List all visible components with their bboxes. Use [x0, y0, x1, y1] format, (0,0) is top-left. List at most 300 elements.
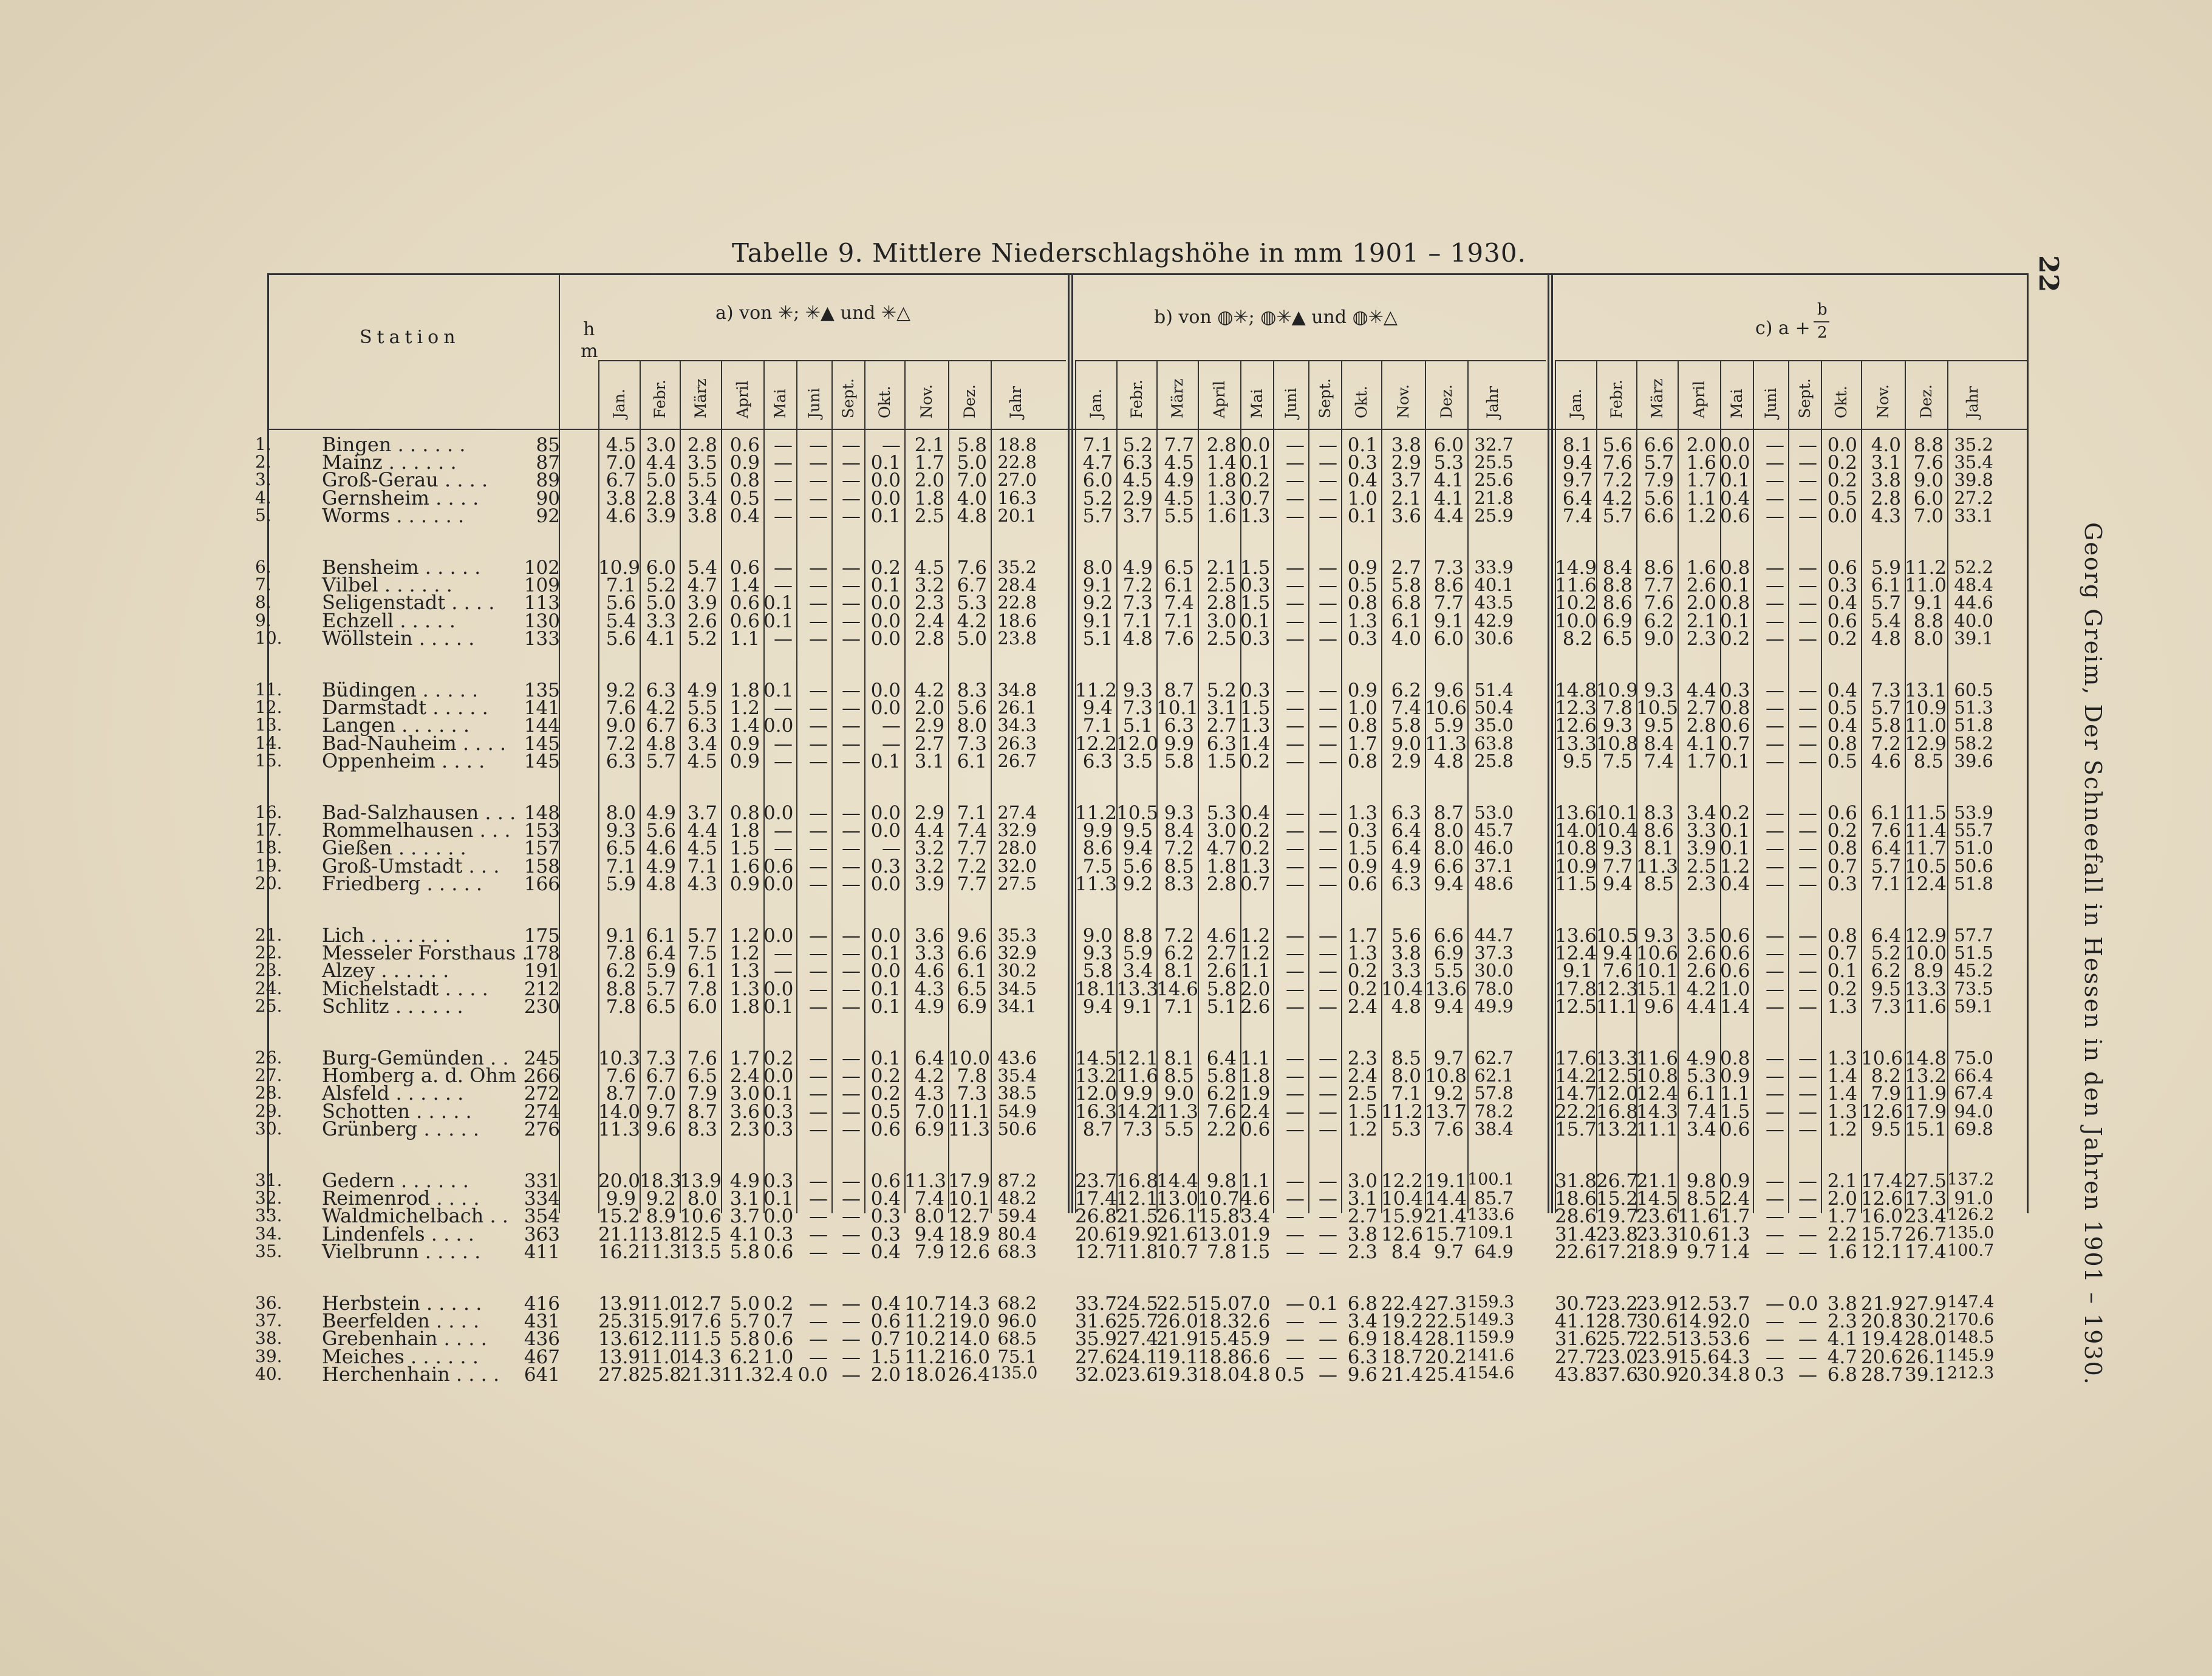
cell-b-febr: 9.3	[1122, 680, 1153, 701]
cell-b-mai: 1.4	[1240, 732, 1271, 755]
cell-a-dez: 6.5	[957, 978, 987, 1000]
cell-c-jan: 9.4	[1562, 452, 1592, 474]
cell-a-okt: 0.6	[870, 1118, 901, 1140]
station-number: 30.	[255, 1118, 282, 1139]
cell-b-märz: 7.2	[1164, 925, 1194, 947]
cell-c-sept: —	[1798, 925, 1817, 947]
station-elevation: 90	[536, 487, 560, 509]
cell-a-nov: 2.5	[914, 505, 944, 527]
cell-c-jahr: 51.3	[1954, 697, 1993, 718]
cell-a-dez: 4.8	[957, 505, 987, 527]
table-row	[255, 696, 2029, 720]
cell-b-dez: 6.6	[1433, 925, 1464, 947]
station-name: Langen . . . . . .	[322, 714, 470, 737]
cell-c-okt: 2.1	[1827, 1170, 1857, 1192]
cell-b-okt: 1.5	[1347, 1100, 1377, 1123]
cell-b-jan: 4.7	[1082, 452, 1113, 474]
cell-b-mai: 1.9	[1240, 1083, 1271, 1105]
cell-b-juni: —	[1286, 1170, 1305, 1192]
cell-b-dez: 27.3	[1425, 1293, 1467, 1315]
cell-b-dez: 9.4	[1433, 873, 1464, 895]
cell-c-juni: —	[1766, 1310, 1784, 1333]
cell-a-okt: 0.0	[870, 802, 901, 824]
cell-b-jahr: 25.9	[1474, 505, 1514, 526]
cell-c-jahr: 91.0	[1954, 1188, 1993, 1209]
cell-b-april: 3.1	[1206, 697, 1237, 720]
cell-b-mai: 0.2	[1240, 837, 1271, 860]
cell-c-juni: —	[1766, 434, 1784, 456]
cell-b-dez: 8.0	[1433, 820, 1464, 842]
cell-a-okt: 0.4	[870, 1293, 901, 1315]
cell-a-jahr: 26.3	[997, 732, 1037, 754]
cell-b-sept: —	[1319, 995, 1337, 1018]
cell-a-juni: —	[809, 873, 828, 895]
cell-c-nov: 6.4	[1871, 925, 1901, 947]
cell-a-april: 0.6	[729, 592, 760, 615]
cell-b-sept: —	[1319, 680, 1337, 701]
cell-c-jahr: 40.0	[1954, 610, 1993, 631]
cell-b-febr: 6.3	[1122, 452, 1153, 474]
month-header-b-5: Juni	[1282, 387, 1300, 418]
cell-c-febr: 8.6	[1602, 592, 1633, 615]
cell-b-april: 3.0	[1206, 820, 1237, 842]
cell-b-sept: —	[1319, 837, 1337, 860]
cell-a-nov: 6.4	[914, 1048, 944, 1069]
cell-b-okt: 1.3	[1347, 802, 1377, 824]
cell-c-mai: 0.1	[1720, 750, 1750, 772]
cell-c-sept: —	[1798, 592, 1817, 615]
cell-c-nov: 20.6	[1861, 1346, 1903, 1368]
month-header-b-4: Mai	[1248, 389, 1266, 418]
cell-b-märz: 19.1	[1156, 1346, 1199, 1368]
cell-b-mai: 0.3	[1240, 627, 1271, 650]
cell-a-nov: 1.7	[914, 452, 944, 474]
cell-a-nov: 2.3	[914, 592, 944, 615]
cell-a-sept: —	[842, 978, 861, 1000]
cell-c-juni: —	[1766, 1328, 1784, 1351]
cell-a-jahr: 35.4	[997, 1065, 1037, 1086]
cell-b-febr: 10.5	[1116, 802, 1159, 824]
cell-c-märz: 9.0	[1644, 627, 1674, 650]
cell-a-jan: 8.7	[606, 1083, 636, 1105]
cell-a-mai: 0.6	[763, 1241, 794, 1263]
cell-b-dez: 10.8	[1425, 1065, 1467, 1088]
cell-c-jan: 14.2	[1555, 1065, 1597, 1088]
cell-c-april: 3.4	[1686, 802, 1716, 824]
cell-a-mai: 0.3	[763, 1170, 794, 1192]
cell-b-märz: 8.3	[1164, 873, 1194, 895]
table-row	[255, 1327, 2029, 1351]
cell-a-mai: —	[774, 732, 793, 755]
cell-c-febr: 4.2	[1602, 487, 1633, 509]
cell-b-sept: —	[1319, 592, 1337, 615]
cell-c-juni: —	[1766, 750, 1784, 772]
cell-c-jan: 10.0	[1555, 610, 1597, 632]
cell-b-april: 18.8	[1198, 1346, 1240, 1368]
cell-c-dez: 12.4	[1905, 873, 1947, 895]
cell-b-febr: 11.8	[1116, 1241, 1159, 1263]
cell-b-sept: —	[1319, 505, 1337, 527]
cell-a-märz: 7.9	[687, 1083, 717, 1105]
cell-a-juni: —	[809, 592, 828, 615]
cell-c-jan: 31.6	[1555, 1328, 1597, 1351]
cell-c-mai: 1.7	[1720, 1205, 1750, 1228]
cell-a-jan: 7.0	[606, 452, 636, 474]
cell-c-mai: 0.6	[1720, 942, 1750, 965]
cell-c-jahr: 39.8	[1954, 469, 1993, 491]
cell-a-april: 2.4	[729, 1065, 760, 1088]
cell-b-febr: 27.4	[1116, 1328, 1159, 1351]
cell-a-märz: 3.8	[687, 505, 717, 527]
cell-b-sept: —	[1319, 802, 1337, 824]
cell-c-jan: 15.7	[1555, 1118, 1597, 1140]
cell-a-sept: —	[842, 1118, 861, 1140]
cell-c-april: 7.4	[1686, 1100, 1716, 1123]
cell-b-april: 2.2	[1206, 1118, 1237, 1140]
station-number: 11.	[255, 680, 282, 700]
cell-c-mai: 0.0	[1720, 452, 1750, 474]
station-elevation: 641	[524, 1363, 560, 1386]
cell-b-dez: 15.7	[1425, 1223, 1467, 1245]
cell-a-juni: —	[809, 680, 828, 701]
station-number: 39.	[255, 1346, 282, 1366]
cell-b-jahr: 141.6	[1467, 1346, 1515, 1365]
cell-c-märz: 11.1	[1636, 1118, 1679, 1140]
cell-a-dez: 14.3	[948, 1293, 991, 1315]
cell-b-märz: 21.9	[1156, 1328, 1199, 1351]
cell-c-juni: —	[1766, 1170, 1784, 1192]
cell-b-jan: 9.4	[1082, 995, 1113, 1018]
cell-a-april: 5.0	[729, 1293, 760, 1315]
cell-b-mai: 0.7	[1240, 487, 1271, 509]
cell-a-jan: 6.5	[606, 837, 636, 860]
cell-b-sept: —	[1319, 1118, 1337, 1140]
cell-c-jahr: 59.1	[1954, 995, 1993, 1017]
table-row	[255, 1292, 2029, 1315]
station-name: Vielbrunn . . . . .	[322, 1239, 481, 1263]
cell-b-febr: 19.9	[1116, 1223, 1159, 1245]
cell-a-sept: —	[842, 837, 861, 860]
cell-b-sept: —	[1319, 1328, 1337, 1351]
table-row	[255, 591, 2029, 615]
cell-b-jan: 5.8	[1082, 960, 1113, 983]
station-name: Homberg a. d. Ohm .	[322, 1064, 529, 1088]
cell-c-okt: 1.6	[1827, 1241, 1857, 1263]
cell-a-mai: 0.0	[763, 1065, 794, 1088]
cell-a-juni: —	[809, 434, 828, 456]
station-number: 21.	[255, 925, 282, 945]
cell-c-april: 3.3	[1686, 820, 1716, 842]
cell-c-jan: 22.6	[1555, 1241, 1597, 1263]
cell-b-okt: 0.5	[1347, 574, 1377, 597]
cell-b-dez: 8.6	[1433, 574, 1464, 597]
cell-c-febr: 25.7	[1596, 1328, 1639, 1351]
cell-b-mai: 1.3	[1240, 715, 1271, 737]
station-elevation: 157	[524, 837, 560, 860]
cell-b-sept: —	[1319, 820, 1337, 842]
cell-a-juni: —	[809, 697, 828, 720]
cell-c-okt: 0.8	[1827, 732, 1857, 755]
cell-b-mai: 1.9	[1240, 1223, 1271, 1245]
cell-c-juni: —	[1766, 574, 1784, 597]
cell-c-mai: 3.7	[1720, 1293, 1750, 1315]
cell-c-okt: 0.2	[1827, 469, 1857, 492]
month-header-c-5: Juni	[1762, 387, 1780, 418]
cell-a-dez: 26.4	[948, 1363, 991, 1386]
cell-c-sept: —	[1798, 610, 1817, 632]
cell-a-sept: —	[842, 1170, 861, 1192]
station-number: 16.	[255, 802, 282, 822]
table-row	[255, 451, 2029, 474]
cell-a-sept: —	[842, 855, 861, 877]
cell-a-nov: 4.9	[914, 995, 944, 1018]
cell-a-jahr: 48.2	[997, 1188, 1037, 1209]
cell-c-dez: 39.1	[1905, 1363, 1947, 1386]
cell-a-jan: 10.9	[598, 557, 641, 579]
cell-b-febr: 9.9	[1122, 1083, 1153, 1105]
cell-c-jan: 30.7	[1555, 1293, 1597, 1315]
cell-b-okt: 6.3	[1347, 1346, 1377, 1368]
cell-b-mai: 0.1	[1240, 452, 1271, 474]
cell-b-jan: 7.1	[1082, 715, 1113, 737]
cell-b-jahr: 33.9	[1474, 557, 1514, 577]
cell-a-dez: 6.7	[957, 574, 987, 597]
cell-a-märz: 3.5	[687, 452, 717, 474]
cell-a-jahr: 18.6	[997, 610, 1037, 631]
cell-b-jan: 32.0	[1075, 1363, 1118, 1386]
cell-c-febr: 13.2	[1596, 1118, 1639, 1140]
cell-a-märz: 5.5	[687, 697, 717, 720]
cell-a-dez: 7.3	[957, 732, 987, 755]
group-c-header: c) a +	[1755, 318, 1811, 339]
cell-c-mai: 1.1	[1720, 1083, 1750, 1105]
table-row	[255, 573, 2029, 597]
station-name: Groß-Gerau . . . .	[322, 468, 488, 492]
station-elevation: 411	[524, 1241, 560, 1263]
cell-b-jan: 7.1	[1082, 434, 1113, 456]
cell-c-okt: 0.0	[1827, 505, 1857, 527]
cell-c-nov: 7.1	[1871, 873, 1901, 895]
cell-a-sept: —	[842, 1310, 861, 1333]
station-elevation: 354	[524, 1205, 560, 1228]
station-name: Gedern . . . . . .	[322, 1169, 469, 1192]
cell-c-sept: —	[1798, 820, 1817, 842]
station-elevation: 133	[524, 627, 560, 650]
cell-c-sept: —	[1798, 1100, 1817, 1123]
cell-a-dez: 11.1	[948, 1100, 991, 1123]
cell-a-febr: 5.0	[646, 592, 676, 615]
cell-c-dez: 11.9	[1905, 1083, 1947, 1105]
cell-b-febr: 12.1	[1116, 1048, 1159, 1069]
cell-b-mai: 2.6	[1240, 1310, 1271, 1333]
cell-c-juni: —	[1766, 1100, 1784, 1123]
station-number: 7.	[255, 574, 271, 595]
cell-b-märz: 26.0	[1156, 1310, 1199, 1333]
cell-c-dez: 10.5	[1905, 855, 1947, 877]
cell-c-sept: —	[1798, 802, 1817, 824]
cell-c-mai: 2.4	[1720, 1188, 1750, 1210]
cell-b-nov: 3.8	[1391, 942, 1421, 965]
cell-c-jan: 13.6	[1555, 925, 1597, 947]
cell-b-sept: —	[1319, 487, 1337, 509]
running-head: Georg Greim, Der Schneefall in Hessen in den Jahren 1901 – 1930.	[2080, 522, 2106, 1386]
cell-b-sept: —	[1319, 1346, 1337, 1368]
cell-c-febr: 9.4	[1602, 942, 1633, 965]
cell-a-okt: 0.0	[870, 960, 901, 983]
cell-b-jan: 7.5	[1082, 855, 1113, 877]
month-header-b-2: März	[1169, 378, 1186, 418]
cell-c-sept: —	[1798, 1241, 1817, 1263]
cell-c-jahr: 212.3	[1947, 1363, 1995, 1383]
cell-b-jan: 9.1	[1082, 610, 1113, 632]
cell-b-juni: —	[1286, 1223, 1305, 1245]
cell-b-okt: 1.0	[1347, 487, 1377, 509]
cell-c-okt: 0.1	[1827, 960, 1857, 983]
station-elevation: 272	[524, 1083, 560, 1105]
cell-a-jan: 7.1	[606, 855, 636, 877]
cell-a-febr: 8.9	[646, 1205, 676, 1228]
cell-b-febr: 16.8	[1116, 1170, 1159, 1192]
cell-b-jan: 9.9	[1082, 820, 1113, 842]
cell-b-juni: —	[1286, 1100, 1305, 1123]
cell-a-märz: 3.4	[687, 487, 717, 509]
cell-b-märz: 7.2	[1164, 837, 1194, 860]
cell-b-okt: 2.5	[1347, 1083, 1377, 1105]
cell-c-mai: 1.2	[1720, 855, 1750, 877]
cell-a-okt: 0.3	[870, 1223, 901, 1245]
cell-b-sept: —	[1319, 732, 1337, 755]
station-number: 15.	[255, 750, 282, 771]
cell-c-febr: 12.0	[1596, 1083, 1639, 1105]
cell-a-okt: —	[882, 837, 901, 860]
station-name: Bad-Salzhausen . . .	[322, 801, 516, 824]
station-number: 4.	[255, 487, 271, 508]
cell-c-märz: 18.9	[1636, 1241, 1679, 1263]
cell-b-jan: 11.2	[1075, 680, 1118, 701]
cell-a-jan: 7.6	[606, 697, 636, 720]
cell-a-mai: 0.1	[763, 1083, 794, 1105]
table-row	[255, 854, 2029, 877]
table-row	[255, 819, 2029, 842]
cell-b-april: 6.3	[1206, 732, 1237, 755]
cell-b-sept: —	[1319, 1363, 1337, 1386]
cell-a-okt: 0.1	[870, 1048, 901, 1069]
cell-a-nov: 2.0	[914, 697, 944, 720]
row-rule	[1555, 360, 2027, 361]
cell-a-april: 0.8	[729, 802, 760, 824]
station-elevation: 166	[524, 873, 560, 895]
cell-c-febr: 5.6	[1602, 434, 1633, 456]
cell-b-nov: 6.3	[1391, 802, 1421, 824]
cell-a-nov: 2.8	[914, 627, 944, 650]
cell-a-okt: 0.0	[870, 592, 901, 615]
cell-a-juni: —	[809, 487, 828, 509]
cell-a-jahr: 34.3	[997, 715, 1037, 736]
cell-c-jan: 12.5	[1555, 995, 1597, 1018]
cell-a-sept: —	[842, 610, 861, 632]
cell-b-okt: 0.9	[1347, 855, 1377, 877]
cell-b-dez: 21.4	[1425, 1205, 1467, 1228]
station-elevation: 135	[524, 680, 560, 701]
cell-c-jan: 31.4	[1555, 1223, 1597, 1245]
cell-a-dez: 7.7	[957, 837, 987, 860]
group-c-fraction-numerator: b	[1817, 301, 1828, 319]
cell-b-jahr: 25.5	[1474, 452, 1514, 473]
cell-a-april: 1.1	[729, 627, 760, 650]
cell-b-märz: 6.5	[1164, 557, 1194, 579]
cell-c-mai: 0.6	[1720, 925, 1750, 947]
cell-b-jahr: 37.3	[1474, 942, 1514, 964]
cell-c-jahr: 126.2	[1947, 1205, 1995, 1225]
cell-a-jan: 13.9	[598, 1293, 641, 1315]
cell-a-jahr: 23.8	[997, 627, 1037, 649]
cell-a-febr: 3.3	[646, 610, 676, 632]
cell-a-märz: 4.7	[687, 574, 717, 597]
cell-b-okt: 1.7	[1347, 732, 1377, 755]
cell-b-jan: 18.1	[1075, 978, 1118, 1000]
cell-a-okt: 0.1	[870, 574, 901, 597]
cell-b-märz: 7.1	[1164, 995, 1194, 1018]
cell-c-dez: 17.9	[1905, 1100, 1947, 1123]
cell-b-juni: —	[1286, 592, 1305, 615]
cell-c-mai: 0.4	[1720, 873, 1750, 895]
cell-b-jan: 9.1	[1082, 574, 1113, 597]
cell-a-okt: 0.2	[870, 1065, 901, 1088]
cell-c-jan: 22.2	[1555, 1100, 1597, 1123]
cell-b-jan: 5.1	[1082, 627, 1113, 650]
cell-b-jan: 16.3	[1075, 1100, 1118, 1123]
cell-c-okt: 0.6	[1827, 802, 1857, 824]
station-number: 13.	[255, 715, 282, 735]
table-row	[255, 1082, 2029, 1105]
cell-b-jahr: 100.1	[1467, 1170, 1515, 1189]
cell-c-juni: —	[1766, 1223, 1784, 1245]
cell-c-dez: 8.8	[1913, 434, 1944, 456]
cell-b-juni: —	[1286, 627, 1305, 650]
cell-c-jan: 28.6	[1555, 1205, 1597, 1228]
cell-a-sept: —	[842, 1048, 861, 1069]
cell-a-nov: 11.2	[904, 1346, 947, 1368]
cell-b-mai: 1.5	[1240, 557, 1271, 579]
cell-c-febr: 11.1	[1596, 995, 1639, 1018]
station-name: Mainz . . . . . .	[322, 451, 457, 474]
cell-a-nov: 7.9	[914, 1241, 944, 1263]
cell-a-febr: 11.0	[640, 1293, 682, 1315]
cell-b-märz: 6.2	[1164, 942, 1194, 965]
cell-c-märz: 30.9	[1636, 1363, 1679, 1386]
cell-a-nov: 2.9	[914, 802, 944, 824]
cell-a-april: 1.5	[729, 837, 760, 860]
cell-c-jahr: 45.2	[1954, 960, 1993, 981]
cell-a-april: 1.3	[729, 960, 760, 983]
cell-c-nov: 2.8	[1871, 487, 1901, 509]
cell-a-mai: —	[774, 505, 793, 527]
cell-b-dez: 11.3	[1425, 732, 1467, 755]
table-row	[255, 608, 2029, 632]
cell-b-nov: 22.4	[1381, 1293, 1424, 1315]
cell-a-sept: —	[842, 1223, 861, 1245]
cell-c-mai: 4.3	[1720, 1346, 1750, 1368]
cell-b-juni: —	[1286, 487, 1305, 509]
station-elevation: 175	[524, 925, 560, 947]
cell-c-jahr: 39.1	[1954, 627, 1993, 649]
cell-b-sept: —	[1319, 1170, 1337, 1192]
cell-a-mai: 0.1	[763, 1188, 794, 1210]
cell-c-sept: —	[1798, 1310, 1817, 1333]
cell-c-märz: 8.4	[1644, 732, 1674, 755]
cell-b-april: 5.2	[1206, 680, 1237, 701]
cell-c-jahr: 44.6	[1954, 592, 1993, 613]
